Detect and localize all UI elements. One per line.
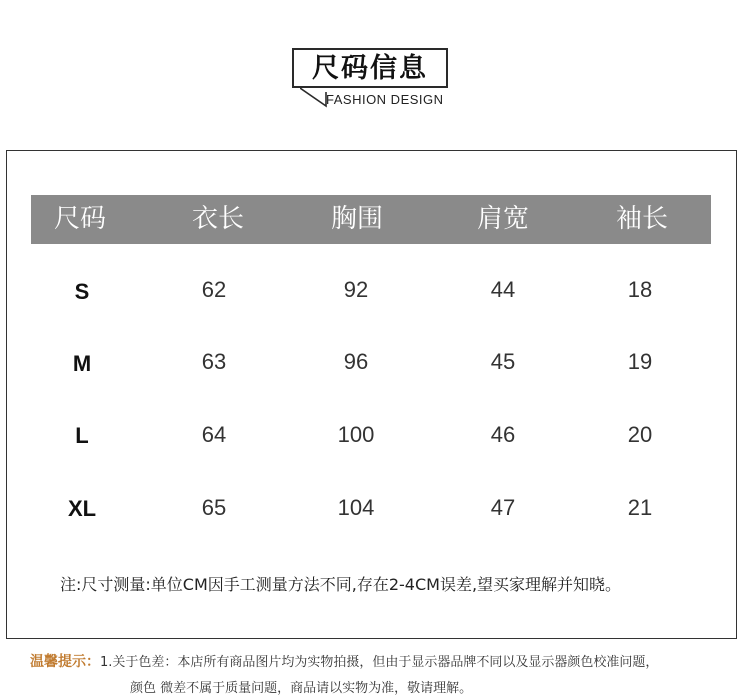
- row-xl-chest: 104: [337, 495, 375, 520]
- tips-line-1: [30, 653, 658, 672]
- row-m-shoulder: 45: [490, 349, 516, 374]
- page-subtitle: FASHION DESIGN: [326, 92, 444, 107]
- row-s-chest: 92: [343, 277, 369, 302]
- column-header-chest: 胸围: [330, 204, 383, 234]
- row-s-sleeve: 18: [627, 277, 653, 302]
- row-l-shoulder: 46: [490, 422, 516, 447]
- row-s-shoulder: 44: [490, 277, 516, 302]
- row-l-chest: 100: [337, 422, 375, 447]
- row-m-chest: 96: [343, 349, 369, 374]
- measurement-note: 注:尺寸测量:单位CM因手工测量方法不同,存在2-4CM误差,望买家理解并知晓。: [60, 575, 622, 594]
- tips-text-1: 1.关于色差：本店所有商品图片均为实物拍摄，但由于显示器品牌不同以及显示器颜色校准问题，: [100, 655, 659, 670]
- title-badge: [292, 48, 448, 88]
- row-xl-length: 65: [201, 495, 227, 520]
- row-xl-sleeve: 21: [627, 495, 653, 520]
- column-header-sleeve: 袖长: [615, 204, 668, 234]
- row-xl-size: XL: [67, 496, 97, 521]
- row-m-sleeve: 19: [627, 349, 653, 374]
- row-m-length: 63: [201, 349, 227, 374]
- column-header-size: 尺码: [53, 204, 106, 234]
- row-m-size: M: [72, 351, 92, 376]
- column-header-shoulder: 肩宽: [476, 204, 529, 234]
- tips-line-2: 颜色 微差不属于质量问题，商品请以实物为准，敬请理解。: [130, 681, 473, 696]
- row-l-length: 64: [201, 422, 227, 447]
- tips-label: 温馨提示：: [30, 654, 100, 670]
- row-l-size: L: [75, 423, 89, 448]
- row-s-size: S: [74, 279, 90, 304]
- column-header-length: 衣长: [191, 204, 244, 234]
- row-xl-shoulder: 47: [490, 495, 516, 520]
- row-l-sleeve: 20: [627, 422, 653, 447]
- row-s-length: 62: [201, 277, 227, 302]
- page-title: 尺码信息: [312, 53, 428, 84]
